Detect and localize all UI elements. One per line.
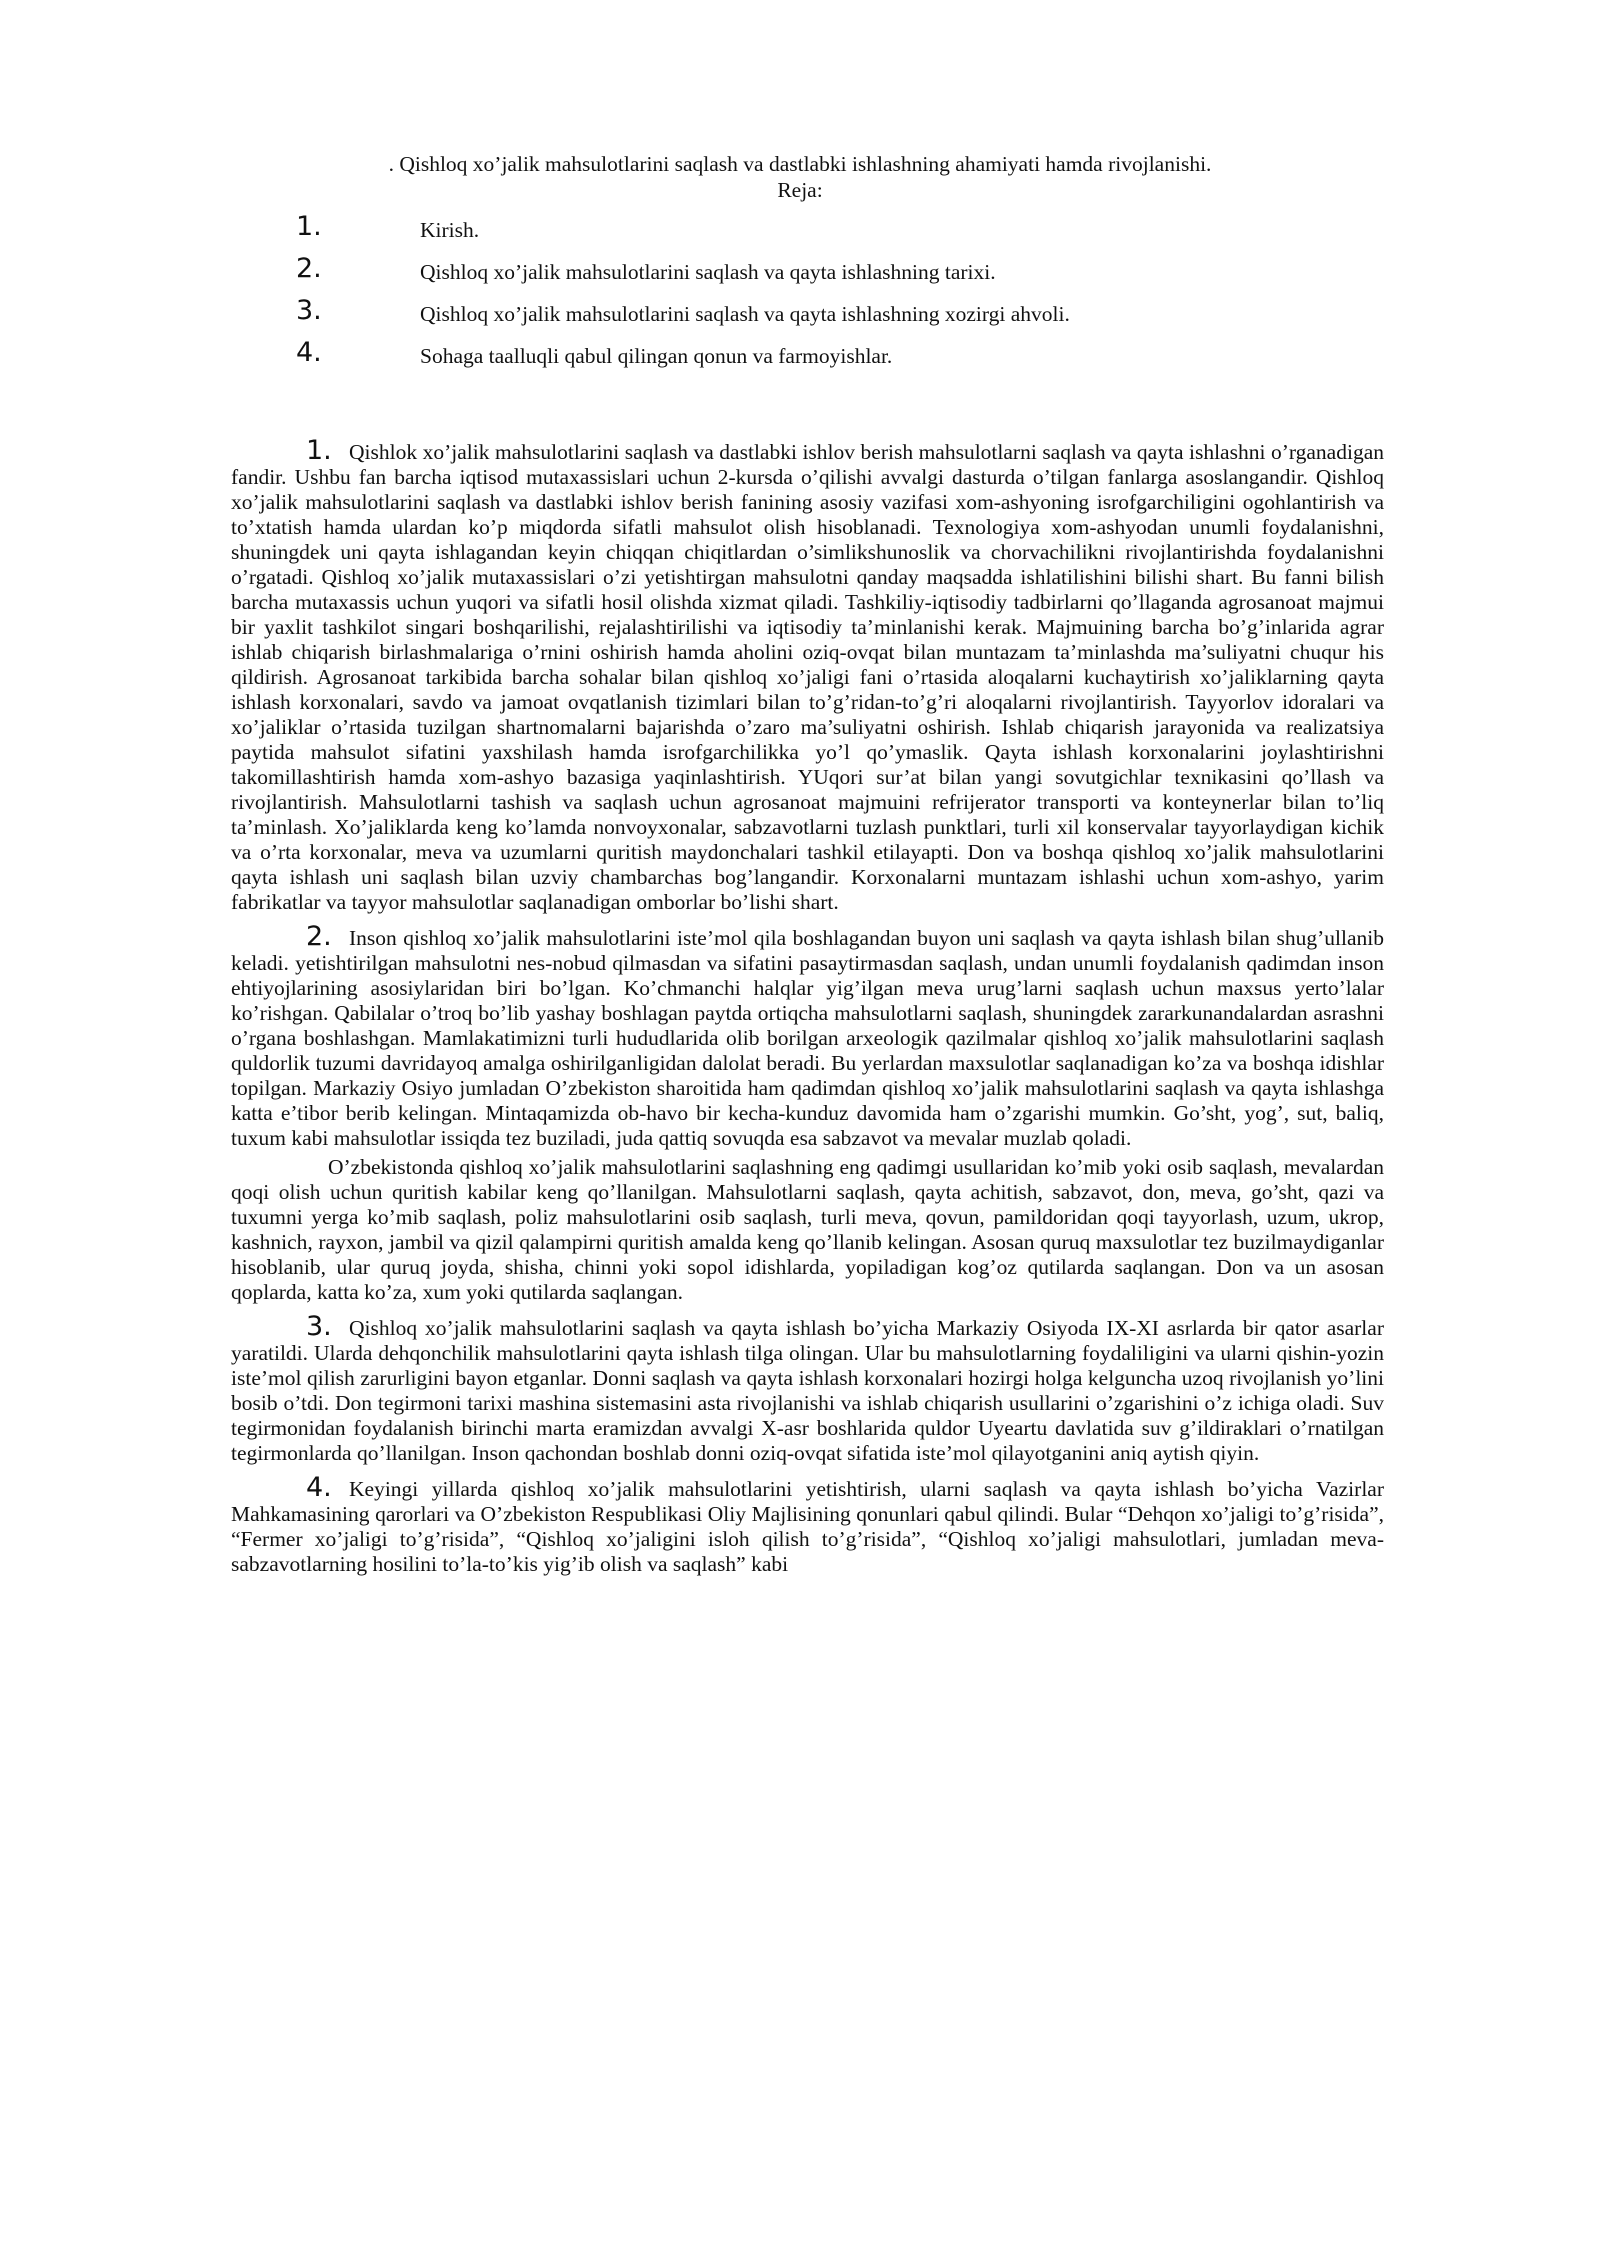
- section-text: Inson qishloq xo’jalik mahsulotlarini iste’mol qila boshlagandan buyon uni saqlash va qayta ishlash bilan shug’ullanib keladi. yetishtirilgan mahsulotni nes-nobud qilmasdan va sifatini pasaytirmasdan saqlash, undan unumli foydalanish qadimdan inson ehtiyojlarining asosiylaridan biri bo’lgan. Ko’chmanchi halqlar yig’ilgan meva urug’larni saqlash uchun maxsus yerto’lalar ko’rishgan. Qabilalar o’troq bo’lib yashay boshlagan paytda ortiqcha mahsulotlarni saqlash, shuningdek zararkunandalardan asrashni o’rgana boshlashgan. Mamlakatimizni turli hududlarida olib borilgan arxeologik qazilmalar qishloq xo’jalik mahsulotlarini saqlash quldorlik tuzumi davridayoq amalga oshirilganligidan dalolat beradi. Bu yerlardan maxsulotlar saqlanadigan ko’za va boshqa idishlar topilgan. Markaziy Osiyo jumladan O’zbekiston sharoitida ham qadimdan qishloq xo’jalik mahsulotlarini saqlash va qayta ishlashga katta e’tibor berib kelingan. Mintaqamizda ob-havo bir kecha-kunduz davomida ham o’zgarishi mumkin. Go’sht, yog’, sut, baliq, tuxum kabi mahsulotlar issiqda tez buziladi, juda qattiq sovuqda esa sabzavot va mevalar muzlab qoladi.: [231, 926, 1384, 1150]
- plan-item-text: Kirish.: [420, 218, 480, 242]
- section-paragraph: [231, 1311, 1384, 1466]
- section-text: Qishloq xo’jalik mahsulotlarini saqlash va qayta ishlash bo’yicha Markaziy Osiyoda IX-XI asrlarda bir qator asarlar yaratildi. Ularda dehqonchilik mahsulotlarini qayta ishlash tilga olingan. Ular bu mahsulotlarning foydaliligini va ularni qishin-yozin iste’mol qilish zarurligini bayon etganlar. Donni saqlash va qayta ishlash korxonalari hozirgi holga kelguncha uzoq rivojlanish yo’lini bosib o’tdi. Don tegirmoni tarixi mashina sistemasini asta rivojlanishi va ishlab chiqarish usullarini o’zgarishini o’z ichiga oladi. Suv tegirmonidan foydalanish birinchi marta eramizdan avvalgi X-asr boshlarida quldor Uyeartu davlatida suv g’ildiraklari o’rnatilgan tegirmonlarda qo’llanilgan. Inson qachondan boshlab donni oziq-ovqat sifatida iste’mol qilayotganini aniq aytish qiyin.: [231, 1316, 1384, 1465]
- section-text: Qishlok xo’jalik mahsulotlarini saqlash va dastlabki ishlov berish mahsulotlarni saqlash va qayta ishlashni o’rganadigan fandir. Ushbu fan barcha iqtisod mutaxassislari uchun 2-kursda o’qilishi avvalgi dasturda o’tilgan fanlarga asoslangandir. Qishloq xo’jalik mahsulotlarini saqlash va dastlabki ishlov berish fanining asosiy vazifasi xom-ashyoning isrofgarchiligini ogohlantirish va to’xtatish hamda ulardan ko’p miqdorda sifatli mahsulot olish hisoblanadi. Texnologiya xom-ashyodan unumli foydalanishni, shuningdek uni qayta ishlagandan keyin chiqqan chiqitlardan o’simlikshunoslik va chorvachilikni rivojlantirishda foydalanishni o’rgatadi. Qishloq xo’jalik mutaxassislari o’zi yetishtirgan mahsulotni qanday maqsadda ishlatilishini bilishi shart. Bu fanni bilish barcha mutaxassis uchun yuqori va sifatli hosil olishda xizmat qiladi. Tashkiliy-iqtisodiy tadbirlarni qo’llaganda agrosanoat majmui bir yaxlit tashkilot singari boshqarilishi, rejalashtirilishi va iqtisodiy ta’minlanishi kerak. Majmuining barcha bo’g’inlarida agrar ishlab chiqarish birlashmalariga o’rnini oshirish hamda aholini oziq-ovqat bilan muntazam ta’minlashda ma’suliyatni chuqur his qildirish. Agrosanoat tarkibida barcha sohalar bilan qishloq xo’jaligi fani o’rtasida aloqalarni kuchaytirish xo’jaliklarning qayta ishlash korxonalari, savdo va jamoat ovqatlanish tizimlari bilan to’g’ridan-to’g’ri aloqalarni rivojlantirish. Tayyorlov idoralari va xo’jaliklar o’rtasida tuzilgan shartnomalarni bajarishda o’zaro ma’suliyatni oshirish. Ishlab chiqarish jarayonida va realizatsiya paytida mahsulot sifatini yaxshilash hamda isrofgarchilikka yo’l qo’ymaslik. Qayta ishlash korxonalarini joylashtirishni takomillashtirish hamda xom-ashyo bazasiga yaqinlashtirish. YUqori sur’at bilan yangi sovutgichlar texnikasini qo’llash va rivojlantirish. Mahsulotlarni tashish va saqlash uchun agrosanoat majmuini refrijerator transporti va konteynerlar bilan to’liq ta’minlash. Xo’jaliklarda keng ko’lamda nonvoyxonalar, sabzavotlarni tuzlash punktlari, turli xil konservalar tayyorlaydigan kichik va o’rta korxonalar, meva va uzumlarni quritish maydonchalari tashkil etilayapti. Don va boshqa qishloq xo’jalik mahsulotlarini qayta ishlash uni saqlash bilan uzviy chambarchas bog’langandir. Korxonalarni muntazam ishlashi uchun xom-ashyo, yarim fabrikatlar va tayyor mahsulotlar saqlanadigan omborlar bo’lishi shart.: [231, 440, 1384, 914]
- section-paragraph: [231, 921, 1384, 1151]
- section-paragraph: [231, 435, 1384, 915]
- document-body: [231, 435, 1384, 1588]
- plan-item-number: 2.: [296, 253, 322, 284]
- plan-item: [296, 253, 1396, 302]
- plan-item-number: 4.: [296, 337, 322, 368]
- section-number: 1.: [306, 435, 332, 466]
- section-number: 4.: [306, 1472, 332, 1503]
- plan-item-number: 1.: [296, 211, 322, 242]
- plan-item: [296, 295, 1396, 344]
- section-text: O’zbekistonda qishloq xo’jalik mahsulotlarini saqlashning eng qadimgi usullaridan ko’mib yoki osib saqlash, mevalardan qoqi olish uchun quritish kabilar keng qo’llanilgan. Mahsulotlarni saqlash, qayta achitish, sabzavot, don, meva, go’sht, qazi va tuxumni yerga ko’mib saqlash, poliz mahsulotlarini osib saqlash, turli meva, qovun, pamildoridan qoqi tayyorlash, uzum, ukrop, kashnich, rayxon, jambil va qizil qalampirni quritish amalda keng qo’llanib kelingan. Asosan quruq maxsulotlar tez buzilmaydiganlar hisoblanib, ular quruq joyda, shisha, chinni yoki sopol idishlarda, yopiladigan kog’oz qutilarda saqlangan. Don va un asosan qoplarda, katta ko’za, xum yoki qutilarda saqlangan.: [231, 1155, 1384, 1304]
- plan-item: [296, 337, 1396, 386]
- section-number: 2.: [306, 921, 332, 952]
- plan-item-text: Sohaga taalluqli qabul qilingan qonun va farmoyishlar.: [420, 344, 893, 368]
- plan-heading: Reja:: [777, 178, 823, 202]
- section-paragraph: [231, 1155, 1384, 1305]
- section-number: 3.: [306, 1311, 332, 1342]
- section-paragraph: [231, 1472, 1384, 1577]
- plan-item-text: Qishloq xo’jalik mahsulotlarini saqlash va qayta ishlashning xozirgi ahvoli.: [420, 302, 1070, 326]
- plan-item-number: 3.: [296, 295, 322, 326]
- plan-item-text: Qishloq xo’jalik mahsulotlarini saqlash va qayta ishlashning tarixi.: [420, 260, 996, 284]
- document-title: . Qishloq xo’jalik mahsulotlarini saqlash va dastlabki ishlashning ahamiyati hamda rivojlanishi.: [388, 152, 1212, 176]
- plan-item: [296, 211, 1396, 260]
- plan-list: [296, 211, 1396, 386]
- section-text: Keyingi yillarda qishloq xo’jalik mahsulotlarini yetishtirish, ularni saqlash va qayta ishlash bo’yicha Vazirlar Mahkamasining qarorlari va O’zbekiston Respublikasi Oliy Majlisining qonunlari qabul qilindi. Bular “Dehqon xo’jaligi to’g’risida”, “Fermer xo’jaligi to’g’risida”, “Qishloq xo’jaligini isloh qilish to’g’risida”, “Qishloq xo’jaligi mahsulotlari, jumladan meva-sabzavotlarning hosilini to’la-to’kis yig’ib olish va saqlash” kabi: [231, 1477, 1384, 1576]
